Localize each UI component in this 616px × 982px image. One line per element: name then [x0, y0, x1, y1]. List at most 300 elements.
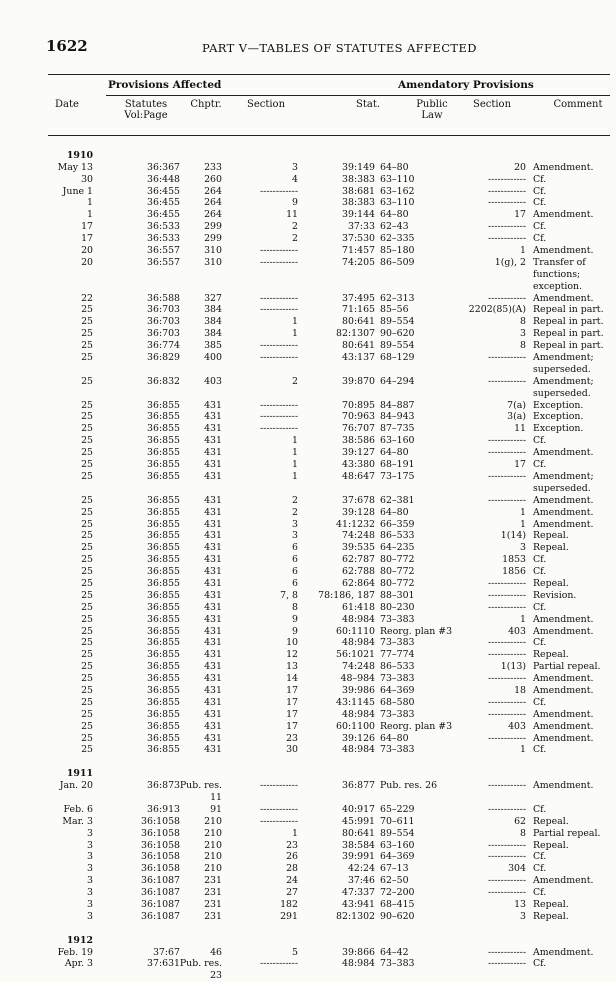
cell-chapter: 403 — [204, 375, 222, 387]
cell-chapter: 431 — [204, 554, 222, 566]
table-row — [0, 138, 616, 150]
cell-date: 25 — [81, 589, 93, 601]
cell-amend-stat: 71:165 — [342, 304, 375, 316]
cell-statutes: 36:855 — [147, 554, 180, 566]
cell-statutes: 36:829 — [147, 352, 180, 364]
table-row — [0, 626, 616, 638]
table-row — [0, 519, 616, 531]
cell-chapter: 431 — [204, 577, 222, 589]
cell-statutes: 36:832 — [147, 375, 180, 387]
cell-date: 3 — [87, 899, 93, 910]
cell-amend-section: 1 — [520, 613, 526, 625]
cell-chapter: 431 — [204, 542, 222, 554]
cell-date: 3 — [87, 863, 93, 875]
cell-public-law: 62–335 — [380, 233, 415, 245]
cell-chapter: 210 — [204, 827, 222, 839]
cell-section: 17 — [286, 696, 298, 708]
cell-amend-section: ------------ — [487, 589, 526, 601]
cell-statutes: 36:855 — [147, 530, 180, 542]
cell-comment: Revision. — [533, 589, 577, 601]
cell-public-law: 63–160 — [380, 435, 415, 447]
cell-section: 11 — [286, 209, 298, 221]
cell-public-law: 68–580 — [380, 696, 415, 708]
cell-chapter: 431 — [204, 470, 222, 482]
cell-comment: Amendment. — [533, 209, 594, 221]
cell-public-law: 89–554 — [380, 316, 415, 328]
cell-amend-stat: 36:877 — [342, 780, 375, 792]
cell-amend-stat: 82:1302 — [336, 910, 375, 922]
cell-amend-section: 20 — [514, 161, 526, 173]
cell-statutes: 36:557 — [147, 256, 180, 268]
cell-statutes: 36:588 — [147, 292, 180, 304]
cell-amend-stat: 48:984 — [342, 744, 375, 756]
cell-amend-section: 3(a) — [507, 411, 526, 423]
table-row — [0, 578, 616, 590]
cell-date: 1912 — [66, 934, 93, 946]
cell-amend-section: 403 — [508, 625, 526, 637]
cell-statutes: 36:855 — [147, 447, 180, 459]
cell-date: 1 — [87, 209, 93, 221]
cell-chapter: 431 — [204, 744, 222, 756]
cell-section: ------------ — [259, 304, 298, 316]
cell-amend-stat: 39:535 — [342, 542, 375, 554]
table-row — [0, 649, 616, 661]
cell-section: 6 — [292, 554, 298, 566]
cell-comment: Amendment. — [533, 494, 594, 506]
cell-amend-section: ------------ — [487, 839, 526, 851]
cell-chapter: 431 — [204, 696, 222, 708]
cell-section: ------------ — [259, 399, 298, 411]
cell-amend-stat: 48:984 — [342, 637, 375, 649]
cell-amend-section: 2202(85)(A) — [468, 304, 526, 316]
cell-comment: Amendment. — [533, 780, 594, 792]
cell-amend-stat: 48:984 — [342, 958, 375, 970]
cell-chapter: 264 — [204, 197, 222, 209]
cell-public-law: 64–80 — [380, 732, 409, 744]
cell-statutes: 36:533 — [147, 233, 180, 245]
cell-section: 291 — [280, 910, 298, 922]
cell-date: 20 — [81, 245, 93, 257]
cell-amend-stat: 37:46 — [347, 875, 375, 887]
cell-comment: Cf. — [533, 459, 547, 471]
cell-statutes: 36:455 — [147, 209, 180, 221]
cell-amend-stat: 48:647 — [342, 470, 375, 482]
cell-public-law: 73–383 — [380, 673, 415, 685]
cell-chapter: 231 — [204, 887, 222, 899]
cell-amend-stat: 62:788 — [342, 566, 375, 578]
col-header-public-law — [408, 99, 456, 121]
cell-chapter: Pub. res. — [179, 958, 222, 970]
cell-amend-stat: 39:126 — [342, 732, 375, 744]
cell-date: 25 — [81, 673, 93, 685]
cell-comment: Exception. — [533, 399, 584, 411]
cell-public-law: 64–80 — [380, 447, 409, 459]
table-row — [0, 756, 616, 768]
cell-amend-section: ------------ — [487, 447, 526, 459]
cell-amend-stat: 39:128 — [342, 506, 375, 518]
cell-comment: Cf. — [533, 233, 547, 245]
cell-public-law: 67–13 — [380, 863, 409, 875]
cell-section: 1 — [292, 470, 298, 482]
cell-public-law: 64–80 — [380, 209, 409, 221]
cell-date: 25 — [81, 684, 93, 696]
cell-section: 2 — [292, 233, 298, 245]
cell-date: 25 — [81, 661, 93, 673]
cell-amend-section: 403 — [508, 720, 526, 732]
cell-amend-stat: 47:337 — [342, 887, 375, 899]
cell-chapter: 431 — [204, 637, 222, 649]
cell-statutes: 36:855 — [147, 435, 180, 447]
cell-date: 25 — [81, 542, 93, 554]
cell-chapter: 210 — [204, 863, 222, 875]
cell-date: May 13 — [57, 161, 93, 173]
cell-comment: Cf. — [533, 601, 547, 613]
cell-comment: Partial repeal. — [533, 827, 601, 839]
cell-date: 3 — [87, 827, 93, 839]
cell-date: 25 — [81, 577, 93, 589]
cell-statutes: 36:1058 — [141, 863, 180, 875]
cell-amend-section: ------------ — [487, 375, 526, 387]
cell-chapter: 431 — [204, 411, 222, 423]
table-row — [0, 970, 616, 982]
cell-section: 26 — [286, 851, 298, 863]
cell-amend-section: ------------ — [487, 221, 526, 233]
table-row — [0, 851, 616, 863]
cell-date: 25 — [81, 554, 93, 566]
cell-section: 8 — [292, 601, 298, 613]
cell-amend-section: 1 — [520, 518, 526, 530]
cell-chapter: 210 — [204, 815, 222, 827]
cell-comment: Amendment. — [533, 720, 594, 732]
cell-amend-section: 17 — [514, 209, 526, 221]
table-row — [0, 816, 616, 828]
table-row — [0, 673, 616, 685]
cell-section: 1 — [292, 316, 298, 328]
cell-section: 3 — [292, 161, 298, 173]
cell-section: 2 — [292, 506, 298, 518]
cell-public-law: 80–772 — [380, 554, 415, 566]
table-row — [0, 495, 616, 507]
cell-public-law: 72–200 — [380, 887, 415, 899]
cell-amend-section: ------------ — [487, 946, 526, 958]
cell-chapter: Pub. res. — [179, 780, 222, 792]
cell-comment: Cf. — [533, 803, 547, 815]
cell-date: 25 — [81, 518, 93, 530]
cell-statutes: 36:1058 — [141, 851, 180, 863]
cell-amend-stat: 43:1145 — [336, 696, 375, 708]
cell-statutes: 37:631 — [147, 958, 180, 970]
table-row — [0, 911, 616, 923]
cell-date: 25 — [81, 304, 93, 316]
cell-date: 25 — [81, 470, 93, 482]
cell-chapter: 233 — [204, 161, 222, 173]
cell-date: 1 — [87, 197, 93, 209]
cell-section: 1 — [292, 459, 298, 471]
provisions-affected-heading: Provisions Affected — [108, 79, 222, 91]
cell-date: 25 — [81, 625, 93, 637]
cell-public-law: 64–294 — [380, 375, 415, 387]
cell-date: 22 — [81, 292, 93, 304]
cell-amend-stat: 60:1110 — [336, 625, 375, 637]
cell-date: 25 — [81, 566, 93, 578]
year-row — [0, 768, 616, 780]
cell-statutes: 36:855 — [147, 673, 180, 685]
cell-date: 3 — [87, 887, 93, 899]
col-header-stat: Stat. — [355, 99, 381, 110]
cell-statutes: 36:1087 — [141, 887, 180, 899]
cell-public-law: 90–620 — [380, 328, 415, 340]
cell-amend-stat: 38:586 — [342, 435, 375, 447]
cell-amend-section: 8 — [520, 827, 526, 839]
cell-chapter: 431 — [204, 708, 222, 720]
cell-comment: Repeal. — [533, 839, 569, 851]
cell-section: 14 — [286, 673, 298, 685]
table-row — [0, 245, 616, 257]
cell-chapter: 210 — [204, 839, 222, 851]
table-row — [0, 887, 616, 899]
cell-section: 7, 8 — [280, 589, 298, 601]
cell-amend-stat: 62:787 — [342, 554, 375, 566]
cell-chapter: 91 — [210, 803, 222, 815]
col-header-statutes — [116, 99, 176, 121]
cell-comment: Cf. — [533, 221, 547, 233]
cell-comment: Cf. — [533, 173, 547, 185]
cell-public-law: 64–369 — [380, 851, 415, 863]
cell-comment: Repeal. — [533, 815, 569, 827]
cell-public-law: Reorg. plan #3 — [380, 720, 453, 732]
cell-statutes: 36:855 — [147, 542, 180, 554]
cell-amend-section: ------------ — [487, 649, 526, 661]
cell-statutes: 36:855 — [147, 589, 180, 601]
cell-chapter: 431 — [204, 423, 222, 435]
cell-statutes: 36:855 — [147, 411, 180, 423]
table-row — [0, 186, 616, 198]
table-row — [0, 661, 616, 673]
cell-public-law: 88–301 — [380, 589, 415, 601]
cell-amend-stat: 74:205 — [342, 256, 375, 268]
cell-chapter: 431 — [204, 530, 222, 542]
cell-public-law: 86–533 — [380, 530, 415, 542]
col-header-public-law-line2: Law — [421, 110, 443, 121]
cell-date: 25 — [81, 447, 93, 459]
cell-section: 1 — [292, 328, 298, 340]
cell-amend-section: ------------ — [487, 197, 526, 209]
cell-date: 25 — [81, 530, 93, 542]
cell-section: ------------ — [259, 352, 298, 364]
cell-section: 23 — [286, 732, 298, 744]
cell-statutes: 36:533 — [147, 221, 180, 233]
cell-comment: Repeal. — [533, 542, 569, 554]
cell-statutes: 36:367 — [147, 161, 180, 173]
cell-amend-stat: 43:941 — [342, 899, 375, 910]
cell-statutes: 36:855 — [147, 637, 180, 649]
cell-statutes: 36:855 — [147, 613, 180, 625]
col-header-amend-section: Section — [472, 99, 512, 110]
cell-comment: Cf. — [533, 197, 547, 209]
cell-amend-section: 1856 — [502, 566, 526, 578]
table-row — [0, 293, 616, 305]
cell-comment: superseded. — [533, 482, 591, 494]
table-row — [0, 340, 616, 352]
cell-comment: Amendment. — [533, 708, 594, 720]
cell-section: 182 — [280, 899, 298, 910]
cell-section: ------------ — [259, 411, 298, 423]
table-row — [0, 423, 616, 435]
cell-amend-section: 11 — [514, 423, 526, 435]
cell-comment: Repeal in part. — [533, 304, 604, 316]
cell-statutes: 36:448 — [147, 173, 180, 185]
cell-public-law: 84–887 — [380, 399, 415, 411]
cell-public-law: 73–383 — [380, 958, 415, 970]
cell-chapter: 264 — [204, 185, 222, 197]
cell-public-law: 64–235 — [380, 542, 415, 554]
cell-comment: Repeal in part. — [533, 340, 604, 352]
cell-amend-section: ------------ — [487, 352, 526, 364]
table-row — [0, 328, 616, 340]
cell-comment: Cf. — [533, 851, 547, 863]
cell-chapter: 210 — [204, 851, 222, 863]
cell-date: 25 — [81, 637, 93, 649]
cell-amend-stat: 74:248 — [342, 661, 375, 673]
cell-chapter: 310 — [204, 256, 222, 268]
cell-section: 3 — [292, 530, 298, 542]
cell-statutes: 36:1087 — [141, 910, 180, 922]
cell-amend-section: ------------ — [487, 958, 526, 970]
cell-chapter: 431 — [204, 732, 222, 744]
cell-date: 17 — [81, 221, 93, 233]
cell-amend-stat: 40:917 — [342, 803, 375, 815]
cell-comment: Cf. — [533, 887, 547, 899]
cell-comment: Amendment. — [533, 625, 594, 637]
cell-amend-section: ------------ — [487, 435, 526, 447]
cell-date: 25 — [81, 411, 93, 423]
cell-chapter: 431 — [204, 720, 222, 732]
cell-chapter: 23 — [210, 970, 222, 982]
cell-amend-stat: 37:495 — [342, 292, 375, 304]
cell-chapter: 431 — [204, 447, 222, 459]
group-rule-provisions — [106, 95, 344, 96]
cell-amend-section: ------------ — [487, 803, 526, 815]
cell-public-law: 62–43 — [380, 221, 409, 233]
cell-public-law: 68–415 — [380, 899, 415, 910]
cell-chapter: 384 — [204, 316, 222, 328]
cell-comment: functions; — [533, 268, 581, 280]
cell-public-law: Reorg. plan #3 — [380, 625, 453, 637]
cell-amend-section: 3 — [520, 542, 526, 554]
table-row — [0, 614, 616, 626]
cell-amend-section: 8 — [520, 340, 526, 352]
cell-comment: Amendment. — [533, 673, 594, 685]
cell-statutes: 36:1087 — [141, 899, 180, 910]
cell-amend-stat: 45:991 — [342, 815, 375, 827]
cell-statutes: 36:855 — [147, 708, 180, 720]
cell-section: 2 — [292, 221, 298, 233]
cell-amend-section: 13 — [514, 899, 526, 910]
cell-public-law: 64–80 — [380, 161, 409, 173]
cell-amend-section: ------------ — [487, 708, 526, 720]
cell-amend-section: 1 — [520, 744, 526, 756]
cell-chapter: 384 — [204, 328, 222, 340]
cell-chapter: 431 — [204, 625, 222, 637]
year-row — [0, 150, 616, 162]
cell-public-law: 66–359 — [380, 518, 415, 530]
cell-comment: superseded. — [533, 363, 591, 375]
cell-section: 3 — [292, 518, 298, 530]
table-row — [0, 923, 616, 935]
cell-date: 3 — [87, 839, 93, 851]
cell-chapter: 431 — [204, 661, 222, 673]
cell-section: 27 — [286, 887, 298, 899]
cell-amend-section: 18 — [514, 684, 526, 696]
cell-amend-section: 7(a) — [507, 399, 526, 411]
table-row — [0, 721, 616, 733]
cell-statutes: 36:455 — [147, 185, 180, 197]
cell-amend-stat: 43:137 — [342, 352, 375, 364]
cell-date: 25 — [81, 435, 93, 447]
page-number: 1622 — [46, 37, 88, 55]
cell-comment: Transfer of — [533, 256, 586, 268]
cell-date: 25 — [81, 720, 93, 732]
col-header-comment: Comment — [553, 99, 603, 110]
cell-section: ------------ — [259, 256, 298, 268]
cell-public-law: 62–313 — [380, 292, 415, 304]
cell-date: Feb. 19 — [57, 946, 93, 958]
cell-chapter: 299 — [204, 233, 222, 245]
cell-chapter: 260 — [204, 173, 222, 185]
cell-amend-section: 8 — [520, 316, 526, 328]
cell-comment: Repeal. — [533, 530, 569, 542]
cell-amend-stat: 62:864 — [342, 577, 375, 589]
cell-public-law: 77–774 — [380, 649, 415, 661]
cell-comment: Amendment. — [533, 613, 594, 625]
table-row — [0, 388, 616, 400]
cell-public-law: 73–383 — [380, 708, 415, 720]
cell-public-law: 80–772 — [380, 577, 415, 589]
table-row — [0, 554, 616, 566]
cell-amend-stat: 39:870 — [342, 375, 375, 387]
cell-date: Apr. 3 — [64, 958, 93, 970]
table-row — [0, 471, 616, 483]
cell-date: 1910 — [66, 149, 93, 161]
cell-section: 6 — [292, 577, 298, 589]
cell-section: 28 — [286, 863, 298, 875]
cell-section: 17 — [286, 708, 298, 720]
cell-statutes: 36:873 — [147, 780, 180, 792]
cell-amend-stat: 82:1307 — [336, 328, 375, 340]
cell-chapter: 431 — [204, 589, 222, 601]
cell-public-law: 64–42 — [380, 946, 409, 958]
cell-statutes: 36:855 — [147, 577, 180, 589]
cell-statutes: 36:455 — [147, 197, 180, 209]
table-row — [0, 162, 616, 174]
table-row — [0, 542, 616, 554]
table-row — [0, 459, 616, 471]
cell-comment: Amendment. — [533, 245, 594, 257]
cell-public-law: 63–110 — [380, 173, 415, 185]
cell-chapter: 264 — [204, 209, 222, 221]
cell-amend-section: ------------ — [487, 494, 526, 506]
cell-comment: Amendment; — [533, 352, 594, 364]
cell-comment: Amendment. — [533, 946, 594, 958]
table-row — [0, 233, 616, 245]
cell-section: 1 — [292, 435, 298, 447]
cell-date: 25 — [81, 340, 93, 352]
cell-comment: Amendment. — [533, 875, 594, 887]
table-row — [0, 281, 616, 293]
table-row — [0, 364, 616, 376]
cell-chapter: 431 — [204, 649, 222, 661]
cell-comment: Amendment. — [533, 447, 594, 459]
